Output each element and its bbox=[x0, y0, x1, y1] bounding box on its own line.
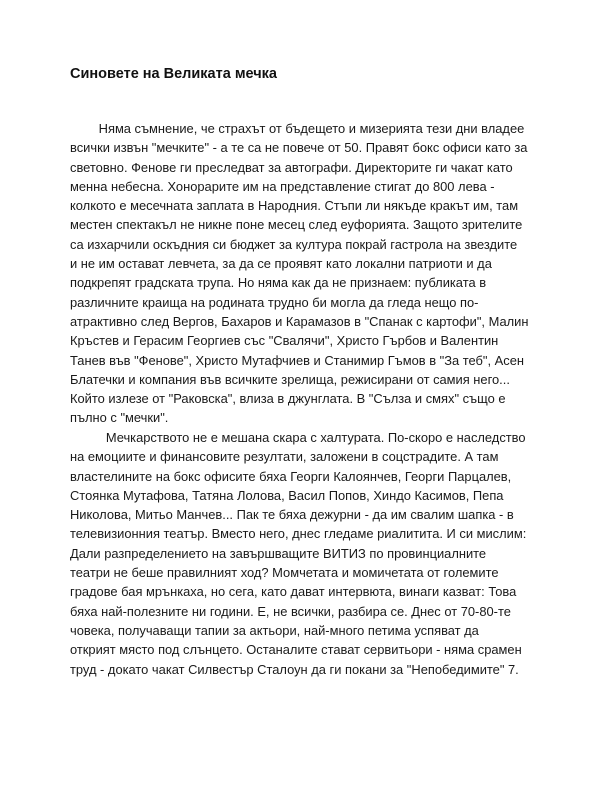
text-line: Стоянка Мутафова, Татяна Лолова, Васил Попов, Хиндо Касимов, Пепа bbox=[70, 487, 504, 503]
text-line: властелините на бокс офисите бяха Георги Калоянчев, Георги Парцалев, bbox=[70, 468, 512, 484]
text-line: Блатечки и компания във всичките зрелища, режисирани от самия него... bbox=[70, 371, 510, 387]
text-line: световно. Фенове ги преследват за автографи. Директорите ги чакат като bbox=[70, 159, 513, 175]
text-line: Танев във "Фенове", Христо Мутафчиев и Станимир Гъмов в "За теб", Асен bbox=[70, 352, 524, 368]
text-line: труд - докато чакат Силвестър Сталоун да ги покани за "Непобедимите" 7. bbox=[70, 661, 519, 677]
text-line: пълно с "мечки". bbox=[70, 410, 169, 426]
text-line: атрактивно след Вергов, Бахаров и Карамазов в "Спанак с картофи", Малин bbox=[70, 313, 529, 329]
text-line: колкото е месечната заплата в Народния. Стъпи ли някъде кракът им, там bbox=[70, 198, 519, 214]
text-line: Кръстев и Герасим Георгиев със "Свалячи", Христо Гърбов и Валентин bbox=[70, 333, 499, 349]
text-line: менна небесна. Хонорарите им на представление стигат до 800 лева - bbox=[70, 178, 495, 194]
text-line: всички извън "мечките" - а те са не повече от 50. Правят бокс офиси като за bbox=[70, 140, 528, 156]
text-line: телевизионния театър. Вместо него, днес гледаме риалитита. И си мислим: bbox=[70, 526, 527, 542]
text-line: човека, получаващи тапии за актьори, най-много петима успяват да bbox=[70, 622, 479, 638]
text-line: местен спектакъл не никне поне месец след еуфорията. Защото зрителите bbox=[70, 217, 523, 233]
text-line: на емоциите и финансовите резултати, заложени в соцстрадите. А там bbox=[70, 449, 499, 465]
paragraph-2 bbox=[70, 428, 550, 679]
text-line: бяха най-полезните ни години. Е, не всички, разбира се. Днес от 70-80-те bbox=[70, 603, 511, 619]
text-line: градове бая мрънкаха, но сега, като дават интервюта, винаги казват: Това bbox=[70, 584, 517, 600]
text-line: Николова, Митьо Манчев... Пак те бяха дежурни - да им свалим шапка - в bbox=[70, 507, 514, 523]
text-line: Мечкарството не е мешана скара с халтурата. По-скоро е наследство bbox=[70, 430, 526, 445]
text-line: открият място под слънцето. Останалите стават сервитьори - няма срамен bbox=[70, 642, 522, 658]
text-line: подкрепят градската трупа. Но няма как да не признаем: публиката в bbox=[70, 275, 487, 291]
text-line: театри не беше правилният ход? Момчетата и момичетата от големите bbox=[70, 565, 499, 581]
text-line: Дали разпределението на завършващите ВИТИЗ по провинциалните bbox=[70, 545, 487, 561]
text-line: различните краища на родината трудно би могла да гледа нещо по- bbox=[70, 294, 479, 310]
text-line: и не им остават левчета, за да се проявят като локални патриоти и да bbox=[70, 256, 492, 272]
text-line: са изхарчили оскъдния си бюджет за култура покрай гастрола на звездите bbox=[70, 236, 518, 252]
text-line: Който излезе от "Раковска", влиза в джунглата. В "Сълза и смях" също е bbox=[70, 391, 506, 407]
document-title: Синовете на Великата мечка bbox=[70, 66, 277, 82]
text-line: Няма съмнение, че страхът от бъдещето и мизерията тези дни владее bbox=[70, 121, 525, 136]
paragraph-1 bbox=[70, 119, 550, 428]
